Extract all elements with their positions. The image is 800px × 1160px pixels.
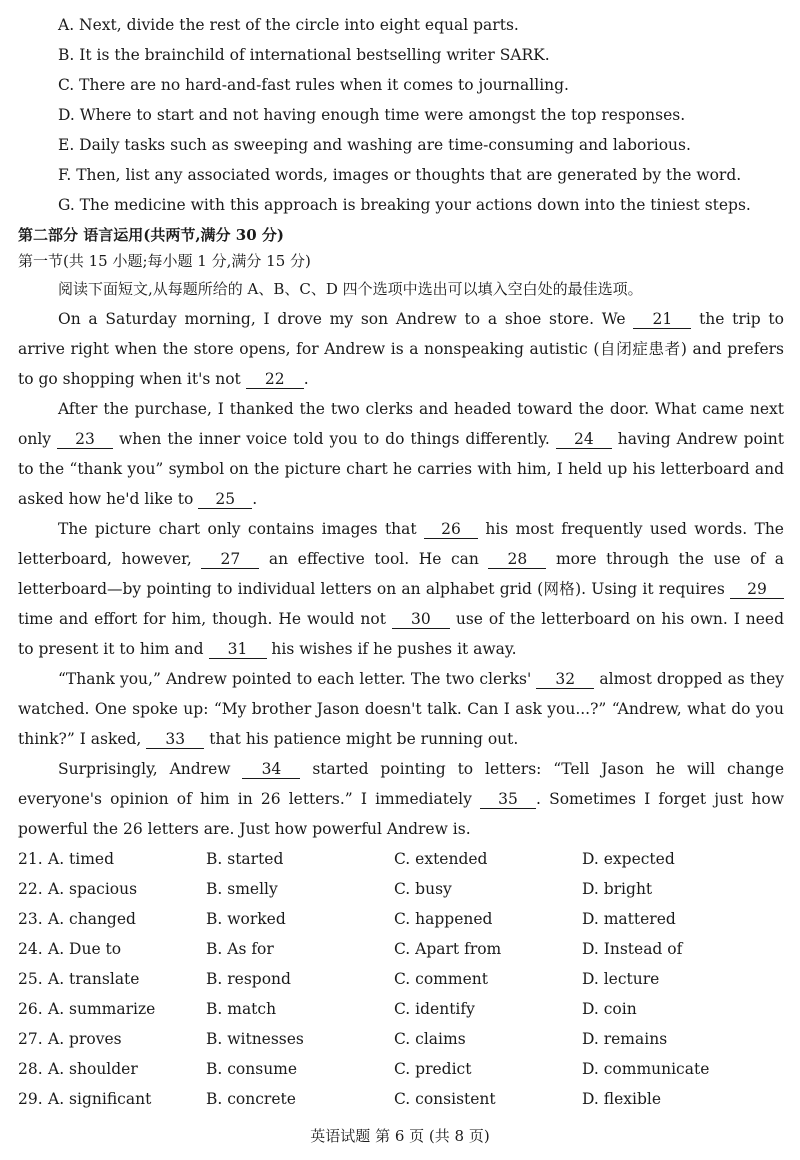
question-number: 23. [18,910,43,928]
choice-a: A. translate [48,970,140,988]
choice-a: A. timed [48,850,115,868]
choice-b: B. witnesses [206,1030,304,1048]
choice-a: A. shoulder [48,1060,138,1078]
choice-b: B. concrete [206,1090,296,1108]
choice-a: A. significant [48,1090,152,1108]
question-row [18,964,784,994]
text-run: his wishes if he pushes it away. [266,640,517,658]
blank-21: 21 [633,310,691,329]
text-run: time and effort for him, though. He would not [18,610,392,628]
choice-d: D. communicate [582,1060,710,1078]
blank-33: 33 [146,730,204,749]
question-number: 25. [18,970,43,988]
choice-c: C. consistent [394,1090,496,1108]
instruction-text: 阅读下面短文,从每题所给的 A、B、C、D 四个选项中选出可以填入空白处的最佳选项。 [58,280,643,298]
choice-b: B. smelly [206,880,278,898]
choice-c: C. claims [394,1030,466,1048]
choice-d: D. remains [582,1030,668,1048]
choice-a: A. spacious [48,880,138,898]
blank-23: 23 [57,430,113,449]
question-row [18,1024,784,1054]
choice-b: B. respond [206,970,291,988]
question-number: 26. [18,1000,43,1018]
question-number: 22. [18,880,43,898]
text-run: Surprisingly, Andrew [58,760,243,778]
text-run: “Thank you,” Andrew pointed to each letter. The two clerks' [58,670,537,688]
question-number: 28. [18,1060,43,1078]
blank-29: 29 [730,580,784,599]
question-row [18,1084,784,1114]
paragraph-4 [18,664,784,754]
text-run: almost dropped as they watched. One spoke up: “My brother Jason doesn't talk. Can I ask you...?” “Andrew, what do you think?” I asked, [18,670,784,748]
paragraph-2 [18,394,784,514]
question-row [18,844,784,874]
text-run: when the inner voice told you to do things differently. [113,430,556,448]
question-number: 21. [18,850,43,868]
text-run: the trip to arrive right when the store opens, for Andrew is a nonspeaking autistic (自闭症患者) and prefers to go shopping when it's not [18,310,784,388]
option-g: G. The medicine with this approach is breaking your actions down into the tiniest steps. [58,196,751,214]
question-row [18,994,784,1024]
text-run: . Sometimes I forget just how powerful the 26 letters are. Just how powerful Andrew is. [18,790,784,838]
option-a: A. Next, divide the rest of the circle into eight equal parts. [58,16,519,34]
option-d: D. Where to start and not having enough time were amongst the top responses. [58,106,686,124]
choice-d: D. lecture [582,970,660,988]
paragraph-3 [18,514,784,664]
text-run: On a Saturday morning, I drove my son Andrew to a shoe store. We [58,310,634,328]
option-c: C. There are no hard-and-fast rules when it comes to journalling. [58,76,569,94]
question-row [18,904,784,934]
blank-34: 34 [242,760,300,779]
choice-c: C. Apart from [394,940,502,958]
blank-31: 31 [209,640,267,659]
text-run: started pointing to letters: “Tell Jason he will change everyone's opinion of him in 26 letters.” I immediately [18,760,784,808]
blank-24: 24 [556,430,612,449]
text-run: use of the letterboard on his own. I need to present it to him and [18,610,785,658]
choice-a: A. proves [48,1030,122,1048]
blank-25: 25 [198,490,252,509]
text-run: The picture chart only contains images that [58,520,424,538]
question-row [18,874,784,904]
paragraph-1 [18,304,784,394]
question-number: 27. [18,1030,43,1048]
question-row [18,1054,784,1084]
blank-35: 35 [480,790,536,809]
choice-d: D. expected [582,850,675,868]
option-f: F. Then, list any associated words, images or thoughts that are generated by the word. [58,166,742,184]
blank-22: 22 [246,370,304,389]
option-b: B. It is the brainchild of international bestselling writer SARK. [58,46,550,64]
text-run: . [252,490,258,508]
choice-b: B. started [206,850,284,868]
choice-c: C. busy [394,880,452,898]
choice-a: A. changed [48,910,136,928]
blank-26: 26 [424,520,478,539]
choice-c: C. comment [394,970,488,988]
option-e: E. Daily tasks such as sweeping and washing are time-consuming and laborious. [58,136,691,154]
choice-d: D. mattered [582,910,676,928]
exam-page [18,10,784,1114]
text-run: having Andrew point to the “thank you” symbol on the picture chart he carries with him, I held up his letterboard and asked how he'd like to [18,430,784,508]
question-number: 24. [18,940,43,958]
choice-b: B. match [206,1000,277,1018]
choice-d: D. flexible [582,1090,661,1108]
choice-b: B. consume [206,1060,298,1078]
paragraph-5 [18,754,784,844]
question-list [18,844,784,1114]
page-footer: 英语试题 第 6 页 (共 8 页) [310,1127,490,1145]
option-list [18,10,784,220]
choice-c: C. extended [394,850,488,868]
question-number: 29. [18,1090,43,1108]
choice-d: D. Instead of [582,940,683,958]
choice-c: C. happened [394,910,493,928]
choice-d: D. bright [582,880,653,898]
section-title: 第二部分 语言运用(共两节,满分 30 分) [18,226,284,244]
choice-b: B. worked [206,910,286,928]
subsection-title: 第一节(共 15 小题;每小题 1 分,满分 15 分) [18,252,311,270]
text-run: his most frequently used words. The letterboard, however, [18,520,784,568]
choice-d: D. coin [582,1000,637,1018]
text-run: an effective tool. He can [259,550,489,568]
text-run: . [303,370,309,388]
blank-30: 30 [392,610,450,629]
text-run: that his patience might be running out. [204,730,519,748]
blank-28: 28 [488,550,546,569]
question-row [18,934,784,964]
blank-32: 32 [536,670,594,689]
choice-b: B. As for [206,940,274,958]
choice-a: A. Due to [48,940,122,958]
text-run: After the purchase, I thanked the two clerks and headed toward the door. What came next only [18,400,784,448]
text-run: more through the use of a letterboard—by pointing to individual letters on an alphabet grid (网格). Using it requires [18,550,784,598]
choice-c: C. identify [394,1000,475,1018]
choice-a: A. summarize [48,1000,156,1018]
blank-27: 27 [201,550,259,569]
choice-c: C. predict [394,1060,472,1078]
